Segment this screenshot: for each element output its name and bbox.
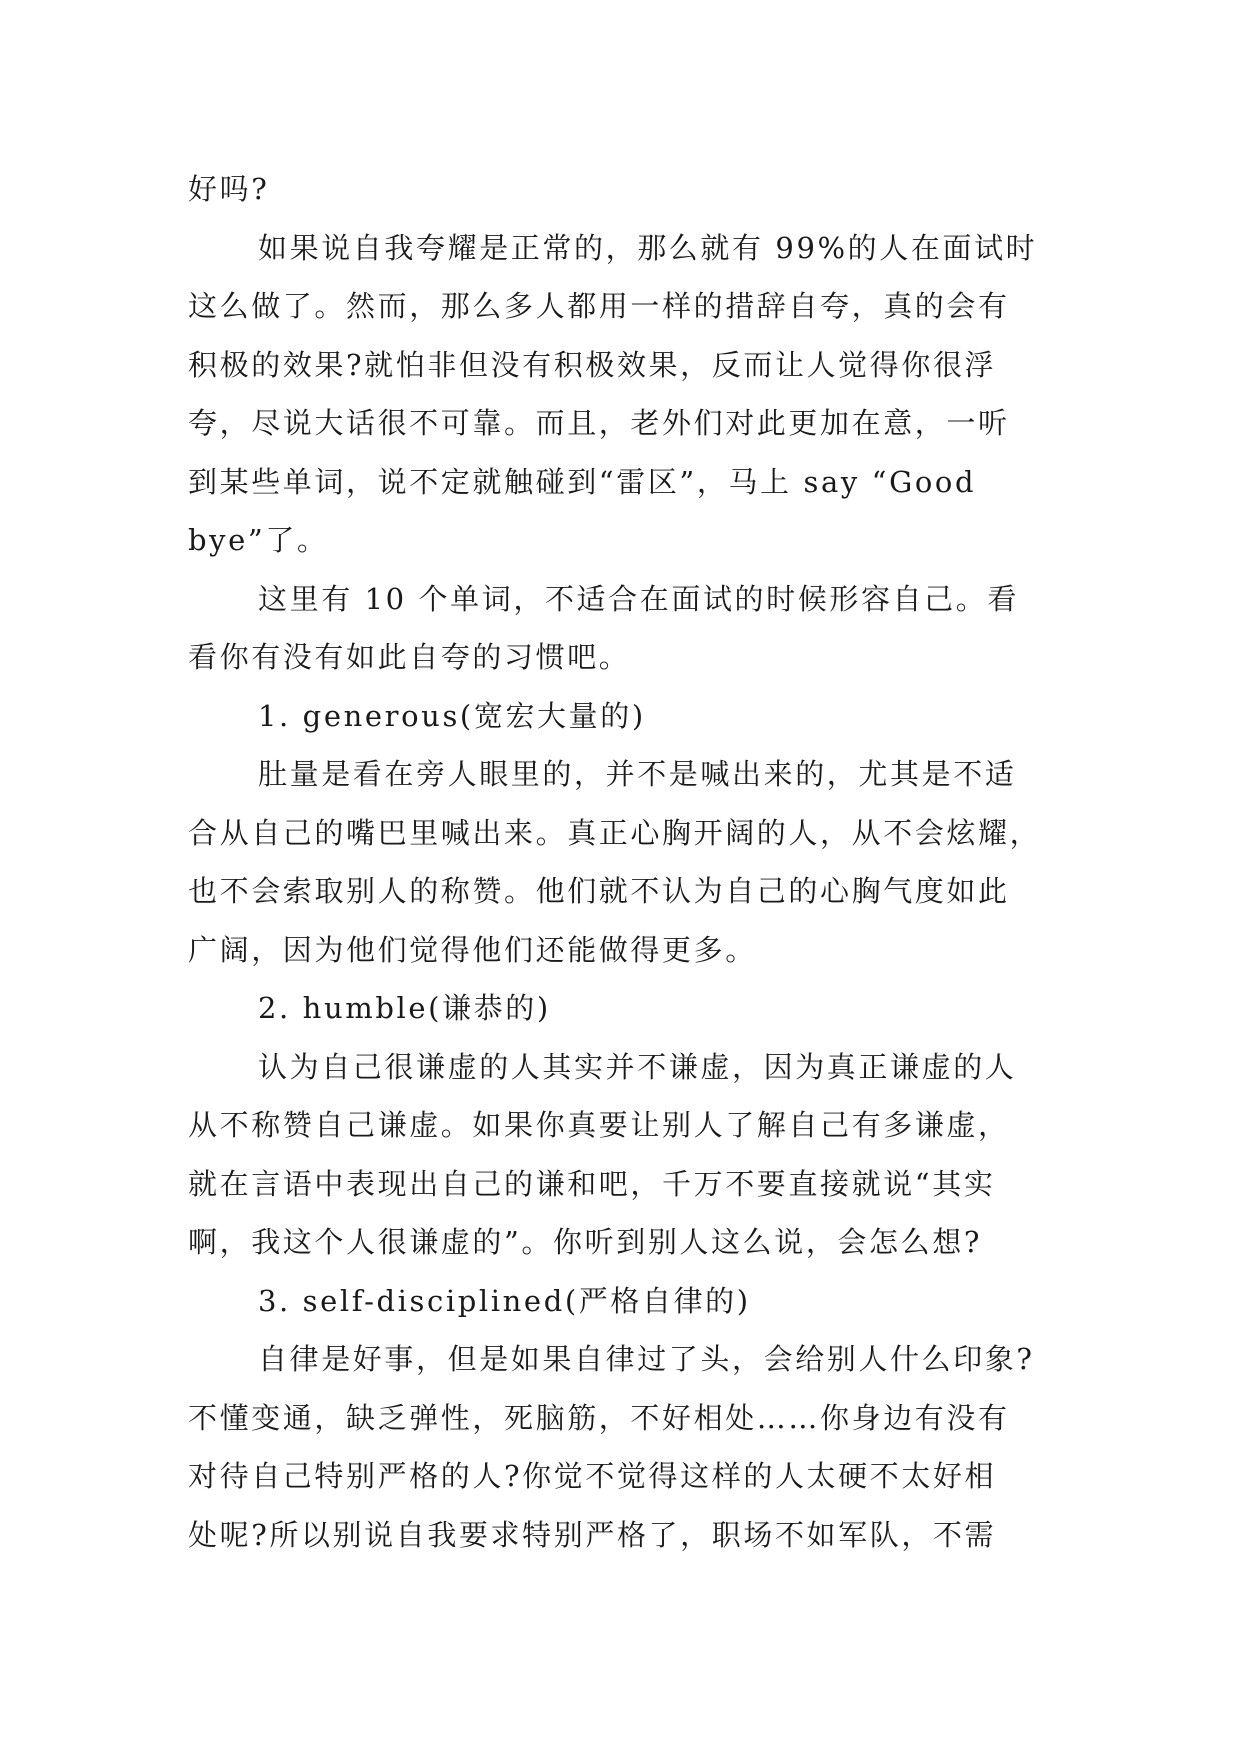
- text-line: 这么做了。然而，那么多人都用一样的措辞自夸，真的会有: [188, 289, 1010, 323]
- text-line: 就在言语中表现出自己的谦和吧，千万不要直接就说“其实: [188, 1166, 996, 1201]
- paragraph-start-line: 如果说自我夸耀是正常的，那么就有 99%的人在面试时: [258, 230, 1038, 265]
- paragraph-start-line: 认为自己很谦虚的人其实并不谦虚，因为真正谦虚的人: [258, 1049, 1017, 1084]
- section-heading-generous: 1. generous(宽宏大量的): [258, 698, 646, 733]
- text-line: 处呢?所以别说自我要求特别严格了，职场不如军队，不需: [188, 1517, 997, 1552]
- section-heading-self-disciplined: 3. self-disciplined(严格自律的): [258, 1283, 751, 1318]
- text-line: bye”了。: [188, 523, 329, 557]
- text-line: 到某些单词，说不定就触碰到“雷区”，马上 say “Good: [188, 464, 977, 499]
- text-line: 也不会索取别人的称赞。他们就不认为自己的心胸气度如此: [188, 874, 1010, 908]
- text-line: 广阔，因为他们觉得他们还能做得更多。: [188, 932, 757, 967]
- text-line: 好吗?: [188, 172, 270, 206]
- text-line: 啊，我这个人很谦虚的”。你听到别人这么说，会怎么想?: [188, 1225, 982, 1259]
- section-heading-humble: 2. humble(谦恭的): [258, 991, 551, 1025]
- text-line: 不懂变通，缺乏弹性，死脑筋，不好相处……你身边有没有: [188, 1400, 1010, 1435]
- text-line: 看你有没有如此自夸的习惯吧。: [188, 640, 631, 674]
- paragraph-start-line: 肚量是看在旁人眼里的，并不是喊出来的，尤其是不适: [258, 757, 1017, 791]
- text-line: 对待自己特别严格的人?你觉不觉得这样的人太硬不太好相: [188, 1459, 997, 1493]
- text-line: 合从自己的嘴巴里喊出来。真正心胸开阔的人，从不会炫耀，: [188, 815, 1042, 850]
- text-line: 夸，尽说大话很不可靠。而且，老外们对此更加在意，一听: [188, 406, 1010, 440]
- document-body: [188, 160, 1068, 1564]
- paragraph-start-line: 这里有 10 个单词，不适合在面试的时候形容自己。看: [258, 581, 1019, 616]
- text-line: 从不称赞自己谦虚。如果你真要让别人了解自己有多谦虚，: [188, 1108, 1010, 1142]
- text-line: 积极的效果?就怕非但没有积极效果，反而让人觉得你很浮: [188, 347, 997, 382]
- paragraph-start-line: 自律是好事，但是如果自律过了头，会给别人什么印象?: [258, 1342, 1035, 1376]
